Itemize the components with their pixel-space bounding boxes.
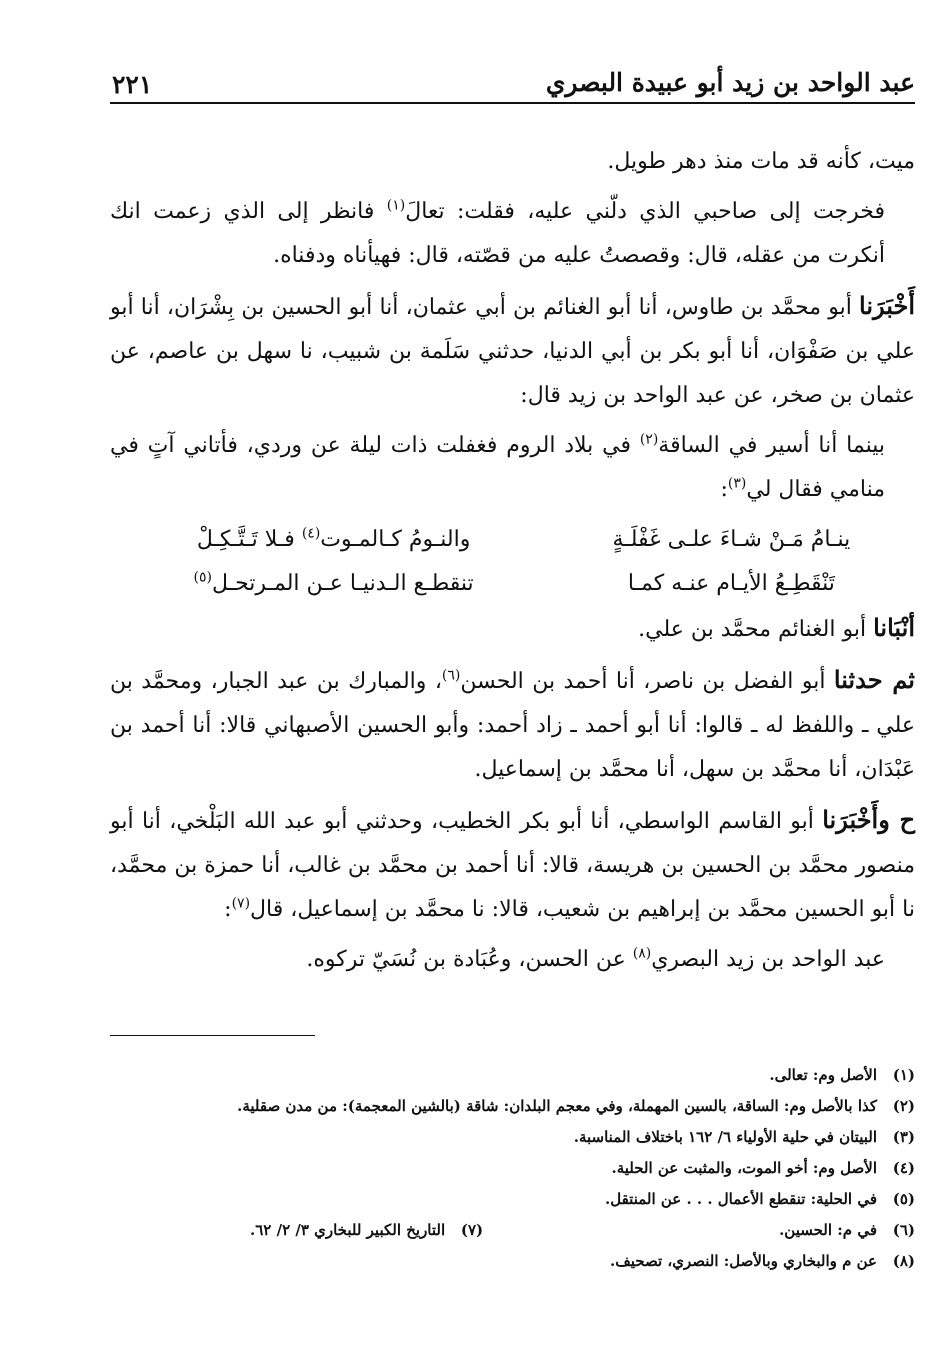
paragraph-8 xyxy=(110,938,915,982)
paragraph-4 xyxy=(110,424,915,512)
paragraph-6 xyxy=(110,658,915,792)
verse-text: تنقطـع الـدنيـا عـن المـرتحـل xyxy=(211,571,474,596)
paragraph-text: : xyxy=(224,897,232,922)
paragraph-text: فانظر إلى الذي زعمت انك أنكرت من عقله، قال: وقصصتُ عليه من قصّته، قال: فهيأناه ودفناه. xyxy=(110,199,885,268)
paragraph-text: فخرجت إلى صاحبي الذي دلّني عليه، فقلت: تعالَ xyxy=(405,199,886,224)
footnote-text: الأصل وم: تعالى. xyxy=(769,1066,877,1084)
paragraph-text: بينما أنا أسير في الساقة xyxy=(658,433,885,458)
footnote-ref: (٥) xyxy=(193,569,212,586)
page-number: ٢٢١ xyxy=(112,70,153,99)
paragraph-text: عبد الواحد بن زيد البصري xyxy=(651,947,885,972)
footnote-number: (٤) xyxy=(892,1159,915,1177)
paragraph-text: عن الحسن، وعُبَادة بن نُسَيّ تركوه. xyxy=(306,947,633,972)
running-title: عبد الواحد بن زيد أبو عبيدة البصري xyxy=(545,68,915,97)
footnote-8 xyxy=(110,1246,915,1277)
footnote-number: (٥) xyxy=(892,1190,915,1208)
footnote-ref: (٤) xyxy=(301,525,321,542)
verse-line-1 xyxy=(110,518,915,562)
chain-lead-word: ثم حدثنا xyxy=(833,665,915,694)
paragraph-text: في بلاد الروم فغفلت ذات ليلة عن وردي، فأتاني آتٍ في منامي فقال لي xyxy=(110,433,885,502)
chain-lead-word: أَخْبَرَنا xyxy=(859,291,916,320)
verse-line-2 xyxy=(110,562,915,606)
verse-text: فـلا تَـتَّـكِـلْ xyxy=(196,527,302,552)
footnote-text: في م: الحسين. xyxy=(779,1221,877,1239)
paragraph-text: أبو محمَّد بن طاوس، أنا أبو الغنائم بن أبي عثمان، أنا أبو الحسين بن بِشْرَان، أنا أبو علي بن صَفْوَان، أنا أبو بكر بن أبي الدنيا، حدثني سَلَمة بن شبيب، نا سهل بن عاصم، عن عثمان بن صخر، عن عبد الواحد بن زيد قال: xyxy=(110,295,915,408)
verse-first-hemistich: تَنْقَطِـعُ الأيـام عنـه كمـا xyxy=(627,571,835,596)
footnote-6 xyxy=(779,1215,915,1246)
footnote-text: عن م والبخاري وبالأصل: النصري، تصحيف. xyxy=(610,1252,877,1270)
footnote-text: كذا بالأصل وم: الساقة، بالسين المهملة، وفي معجم البلدان: شاقة (بالشين المعجمة): من مدن صقلية. xyxy=(237,1097,877,1115)
footnote-text: في الحلية: تنقطع الأعمال . . . عن المنتقل. xyxy=(605,1190,877,1208)
footnote-text: البيتان في حلية الأولياء ٦/ ١٦٢ باختلاف المناسبة. xyxy=(573,1128,877,1146)
footnote-text: الأصل وم: أخو الموت، والمثبت عن الحلية. xyxy=(611,1159,877,1177)
paragraph-2 xyxy=(110,190,915,278)
footnote-7 xyxy=(250,1215,483,1246)
footnote-5 xyxy=(110,1184,915,1215)
paragraph-1 xyxy=(110,140,915,184)
paragraph-7 xyxy=(110,798,915,932)
paragraph-5 xyxy=(110,606,915,652)
footnote-4 xyxy=(110,1153,915,1184)
footnote-ref: (٧) xyxy=(231,895,251,912)
book-page xyxy=(110,60,916,1270)
chain-lead-word: أنْبَانا xyxy=(873,613,915,642)
paragraph-text: ، والمبارك بن عبد الجبار، ومحمَّد بن علي ـ واللفظ له ـ قالوا: أنا أبو أحمد ـ زاد أحمد: وأبو الحسين الأصبهاني قالا: أنا أحمد بن عَبْدَان، أنا محمَّد بن سهل، أنا محمَّد بن إسماعيل. xyxy=(110,669,915,782)
paragraph-text: أبو الفضل بن ناصر، أنا أحمد بن الحسن xyxy=(460,669,834,694)
paragraph-text: أبو الغنائم محمَّد بن علي. xyxy=(638,617,874,642)
footnote-ref: (٨) xyxy=(632,945,652,962)
footnote-1 xyxy=(110,1060,915,1091)
verse-second-hemistich xyxy=(150,518,517,562)
footnote-number: (٧) xyxy=(460,1221,484,1239)
footnote-2 xyxy=(110,1091,915,1122)
paragraph-text: ميت، كأنه قد مات منذ دهر طويل. xyxy=(607,149,915,174)
footnote-ref: (٦) xyxy=(441,667,461,684)
footnote-ref: (٢) xyxy=(639,431,659,448)
footnote-number: (٣) xyxy=(892,1128,915,1146)
verse-second-hemistich xyxy=(150,562,517,606)
page-header xyxy=(110,60,915,102)
footnote-ref: (٣) xyxy=(727,475,747,492)
verse-text: والنـومُ كـالمـوت xyxy=(320,527,471,552)
main-text xyxy=(110,140,915,988)
footnote-6-7 xyxy=(110,1215,915,1246)
poem xyxy=(110,518,915,606)
header-rule xyxy=(110,102,915,104)
verse-first-hemistich: ينـامُ مَـنْ شـاءَ علـى غَفْلَـةٍ xyxy=(612,527,851,552)
footnotes xyxy=(110,1060,915,1277)
footnotes-rule xyxy=(110,1035,315,1036)
paragraph-text: : xyxy=(720,477,728,502)
chain-lead-word: ح وأَخْبَرَنا xyxy=(822,805,915,834)
footnote-number: (٨) xyxy=(892,1252,915,1270)
footnote-number: (٢) xyxy=(892,1097,915,1115)
paragraph-3 xyxy=(110,284,915,418)
paragraph-text: أبو القاسم الواسطي، أنا أبو بكر الخطيب، وحدثني أبو عبد الله البَلْخي، أنا أبو منصور محمَّد بن الحسين بن هريسة، قالا: أنا أحمد بن محمَّد بن غالب، أنا حمزة بن محمَّد، نا أبو الحسين محمَّد بن إبراهيم بن شعيب، قالا: نا محمَّد بن إسماعيل، قال xyxy=(110,809,915,922)
footnote-text: التاريخ الكبير للبخاري ٣/ ٢/ ٦٢. xyxy=(250,1221,446,1239)
footnote-3 xyxy=(110,1122,915,1153)
footnote-number: (٦) xyxy=(892,1221,915,1239)
footnote-ref: (١) xyxy=(386,197,406,214)
footnote-number: (١) xyxy=(892,1066,915,1084)
